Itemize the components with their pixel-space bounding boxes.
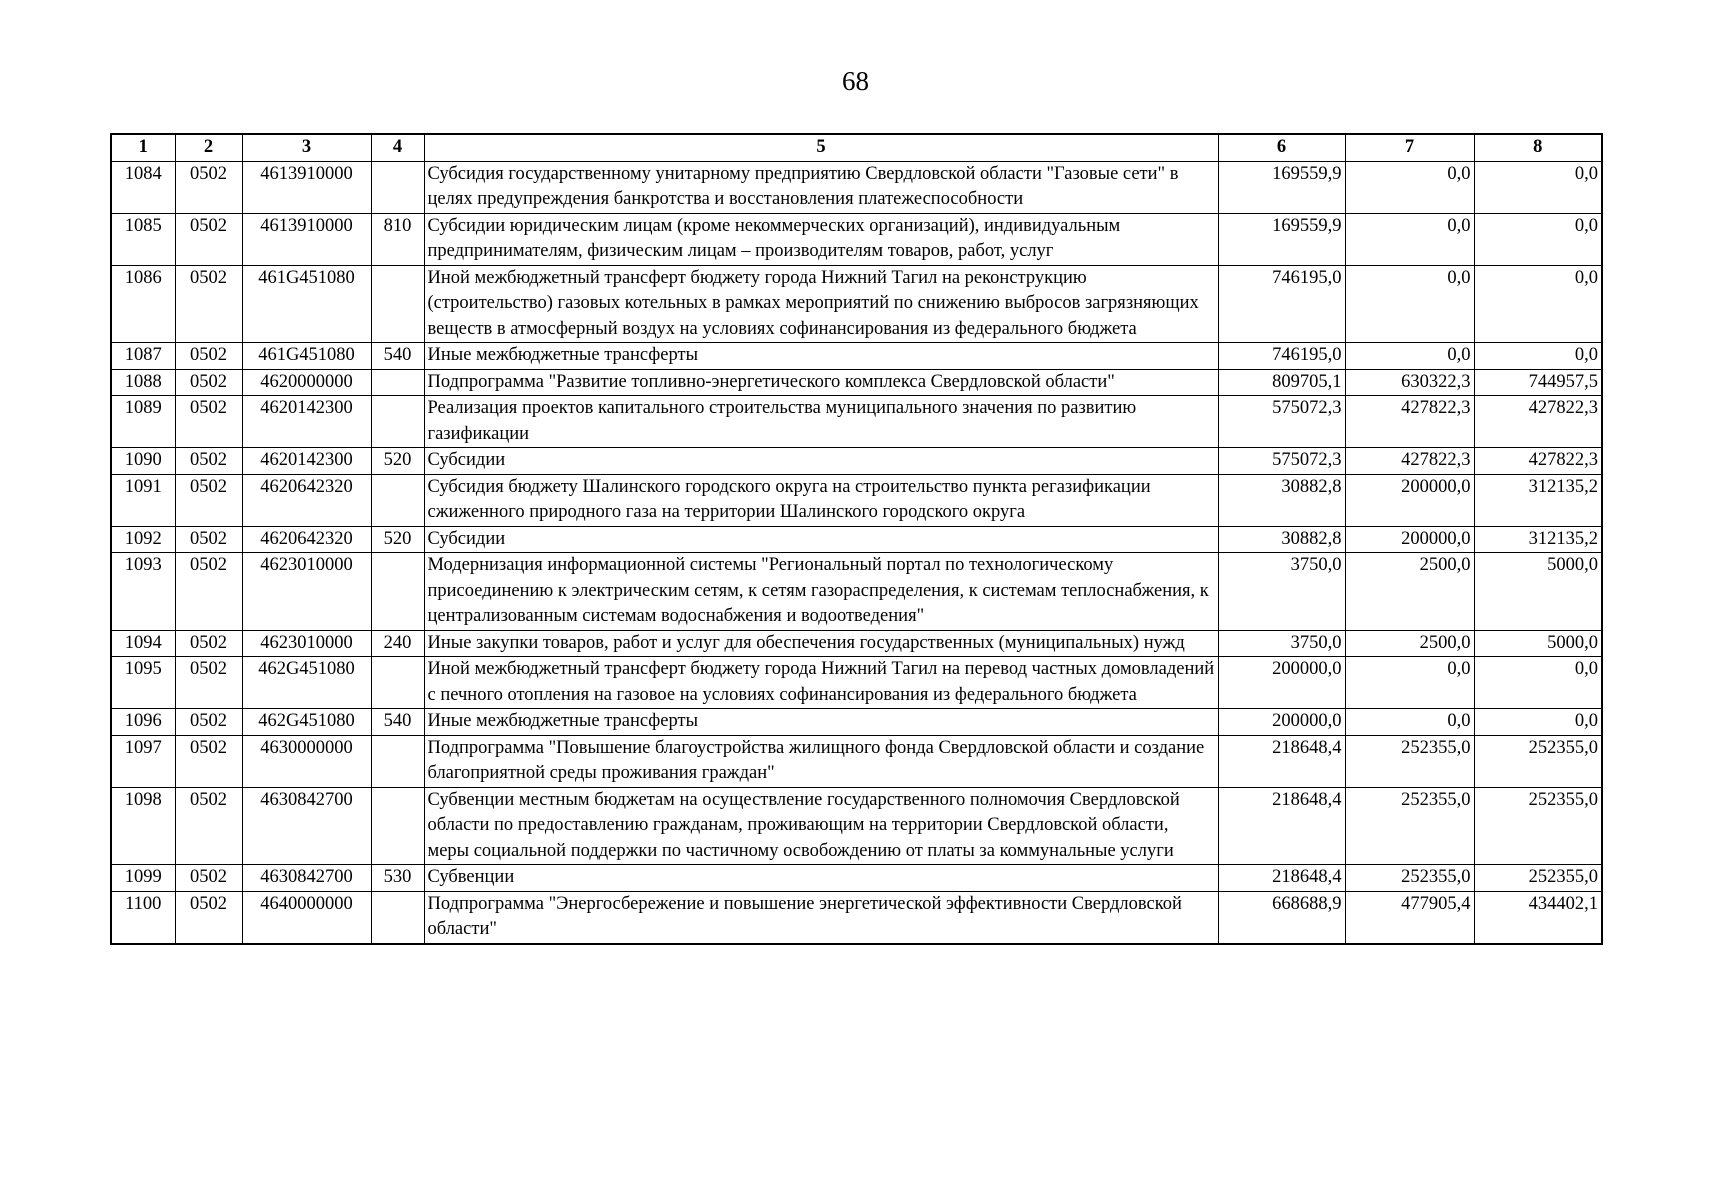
table-row (111, 865, 1602, 892)
table-row (111, 553, 1602, 631)
amount-year2-cell: 630322,3 (1345, 369, 1474, 396)
expense-kind-cell: 520 (371, 526, 424, 553)
row-number-cell: 1096 (111, 709, 175, 736)
table-header (111, 134, 1602, 161)
target-code-cell: 4630000000 (242, 735, 371, 787)
expense-kind-cell (371, 787, 424, 865)
amount-year3-cell: 0,0 (1474, 343, 1602, 370)
section-code-cell: 0502 (175, 891, 242, 944)
header-cell: 8 (1474, 134, 1602, 161)
amount-year3-cell: 0,0 (1474, 161, 1602, 213)
amount-year1-cell: 746195,0 (1218, 265, 1345, 343)
amount-year3-cell: 252355,0 (1474, 865, 1602, 892)
expense-kind-cell (371, 369, 424, 396)
table-row (111, 891, 1602, 944)
row-number-cell: 1092 (111, 526, 175, 553)
section-code-cell: 0502 (175, 265, 242, 343)
expense-kind-cell: 240 (371, 630, 424, 657)
section-code-cell: 0502 (175, 865, 242, 892)
target-code-cell: 4620642320 (242, 474, 371, 526)
row-number-cell: 1090 (111, 448, 175, 475)
expense-kind-cell (371, 396, 424, 448)
amount-year3-cell: 434402,1 (1474, 891, 1602, 944)
row-number-cell: 1091 (111, 474, 175, 526)
amount-year3-cell: 744957,5 (1474, 369, 1602, 396)
row-number-cell: 1089 (111, 396, 175, 448)
amount-year3-cell: 312135,2 (1474, 474, 1602, 526)
table-row (111, 526, 1602, 553)
amount-year3-cell: 252355,0 (1474, 787, 1602, 865)
table-row (111, 657, 1602, 709)
table-row (111, 161, 1602, 213)
section-code-cell: 0502 (175, 448, 242, 475)
item-name-cell: Реализация проектов капитального строительства муниципального значения по развитию газификации (424, 396, 1218, 448)
section-code-cell: 0502 (175, 709, 242, 736)
item-name-cell: Субвенции (424, 865, 1218, 892)
amount-year3-cell: 252355,0 (1474, 735, 1602, 787)
header-cell: 5 (424, 134, 1218, 161)
row-number-cell: 1084 (111, 161, 175, 213)
target-code-cell: 4620142300 (242, 448, 371, 475)
row-number-cell: 1099 (111, 865, 175, 892)
amount-year1-cell: 169559,9 (1218, 213, 1345, 265)
amount-year3-cell: 5000,0 (1474, 553, 1602, 631)
item-name-cell: Субсидии (424, 448, 1218, 475)
page-number: 68 (842, 66, 869, 96)
row-number-cell: 1095 (111, 657, 175, 709)
section-code-cell: 0502 (175, 735, 242, 787)
expense-kind-cell (371, 265, 424, 343)
target-code-cell: 462G451080 (242, 709, 371, 736)
amount-year1-cell: 3750,0 (1218, 553, 1345, 631)
item-name-cell: Субвенции местным бюджетам на осуществление государственного полномочия Свердловской области по предоставлению гражданам, проживающим на территории Свердловской области, меры социальной поддержки по частичному освобождению от платы за коммунальные услуги (424, 787, 1218, 865)
section-code-cell: 0502 (175, 787, 242, 865)
amount-year2-cell: 0,0 (1345, 709, 1474, 736)
item-name-cell: Модернизация информационной системы "Региональный портал по технологическому присоединению к электрическим сетям, к сетям газораспределения, к системам теплоснабжения, к централизованным системам водоснабжения и водоотведения" (424, 553, 1218, 631)
section-code-cell: 0502 (175, 657, 242, 709)
section-code-cell: 0502 (175, 630, 242, 657)
amount-year2-cell: 0,0 (1345, 213, 1474, 265)
header-cell: 6 (1218, 134, 1345, 161)
header-cell: 2 (175, 134, 242, 161)
expense-kind-cell (371, 474, 424, 526)
amount-year1-cell: 746195,0 (1218, 343, 1345, 370)
item-name-cell: Субсидии юридическим лицам (кроме некоммерческих организаций), индивидуальным предпринимателям, физическим лицам – производителям товаров, работ, услуг (424, 213, 1218, 265)
table-row (111, 343, 1602, 370)
section-code-cell: 0502 (175, 396, 242, 448)
section-code-cell: 0502 (175, 526, 242, 553)
row-number-cell: 1094 (111, 630, 175, 657)
amount-year3-cell: 5000,0 (1474, 630, 1602, 657)
expense-kind-cell: 530 (371, 865, 424, 892)
table-row (111, 213, 1602, 265)
item-name-cell: Иной межбюджетный трансферт бюджету города Нижний Тагил на перевод частных домовладений с печного отопления на газовое на условиях софинансирования из федерального бюджета (424, 657, 1218, 709)
section-code-cell: 0502 (175, 161, 242, 213)
amount-year2-cell: 252355,0 (1345, 865, 1474, 892)
target-code-cell: 4620000000 (242, 369, 371, 396)
item-name-cell: Субсидии (424, 526, 1218, 553)
section-code-cell: 0502 (175, 474, 242, 526)
header-cell: 4 (371, 134, 424, 161)
amount-year1-cell: 809705,1 (1218, 369, 1345, 396)
amount-year3-cell: 0,0 (1474, 213, 1602, 265)
amount-year2-cell: 0,0 (1345, 161, 1474, 213)
expense-kind-cell (371, 657, 424, 709)
table-row (111, 709, 1602, 736)
target-code-cell: 4620142300 (242, 396, 371, 448)
item-name-cell: Субсидия государственному унитарному предприятию Свердловской области "Газовые сети" в целях предупреждения банкротства и восстановления платежеспособности (424, 161, 1218, 213)
amount-year3-cell: 312135,2 (1474, 526, 1602, 553)
item-name-cell: Иные закупки товаров, работ и услуг для обеспечения государственных (муниципальных) нужд (424, 630, 1218, 657)
item-name-cell: Субсидия бюджету Шалинского городского округа на строительство пункта регазификации сжиженного природного газа на территории Шалинского городского округа (424, 474, 1218, 526)
table-row (111, 448, 1602, 475)
amount-year2-cell: 427822,3 (1345, 448, 1474, 475)
amount-year2-cell: 0,0 (1345, 265, 1474, 343)
item-name-cell: Иной межбюджетный трансферт бюджету города Нижний Тагил на реконструкцию (строительство) газовых котельных в рамках мероприятий по снижению выбросов загрязняющих веществ в атмосферный воздух на условиях софинансирования из федерального бюджета (424, 265, 1218, 343)
amount-year3-cell: 0,0 (1474, 265, 1602, 343)
expense-kind-cell (371, 891, 424, 944)
table-body (111, 161, 1602, 944)
target-code-cell: 462G451080 (242, 657, 371, 709)
item-name-cell: Иные межбюджетные трансферты (424, 709, 1218, 736)
row-number-cell: 1098 (111, 787, 175, 865)
row-number-cell: 1087 (111, 343, 175, 370)
target-code-cell: 4623010000 (242, 553, 371, 631)
amount-year1-cell: 575072,3 (1218, 448, 1345, 475)
row-number-cell: 1100 (111, 891, 175, 944)
header-cell: 1 (111, 134, 175, 161)
expense-kind-cell (371, 735, 424, 787)
target-code-cell: 4630842700 (242, 865, 371, 892)
row-number-cell: 1085 (111, 213, 175, 265)
table-row (111, 369, 1602, 396)
expense-kind-cell: 540 (371, 709, 424, 736)
amount-year2-cell: 427822,3 (1345, 396, 1474, 448)
header-cell: 3 (242, 134, 371, 161)
row-number-cell: 1088 (111, 369, 175, 396)
amount-year3-cell: 427822,3 (1474, 396, 1602, 448)
row-number-cell: 1097 (111, 735, 175, 787)
amount-year1-cell: 200000,0 (1218, 709, 1345, 736)
amount-year3-cell: 0,0 (1474, 709, 1602, 736)
target-code-cell: 4630842700 (242, 787, 371, 865)
amount-year1-cell: 30882,8 (1218, 474, 1345, 526)
amount-year1-cell: 218648,4 (1218, 787, 1345, 865)
target-code-cell: 4620642320 (242, 526, 371, 553)
target-code-cell: 461G451080 (242, 265, 371, 343)
expense-kind-cell (371, 553, 424, 631)
section-code-cell: 0502 (175, 553, 242, 631)
section-code-cell: 0502 (175, 343, 242, 370)
amount-year2-cell: 0,0 (1345, 657, 1474, 709)
target-code-cell: 461G451080 (242, 343, 371, 370)
target-code-cell: 4613910000 (242, 213, 371, 265)
amount-year1-cell: 169559,9 (1218, 161, 1345, 213)
target-code-cell: 4640000000 (242, 891, 371, 944)
item-name-cell: Подпрограмма "Энергосбережение и повышение энергетической эффективности Свердловской области" (424, 891, 1218, 944)
item-name-cell: Подпрограмма "Повышение благоустройства жилищного фонда Свердловской области и создание благоприятной среды проживания граждан" (424, 735, 1218, 787)
amount-year2-cell: 2500,0 (1345, 630, 1474, 657)
table-row (111, 787, 1602, 865)
target-code-cell: 4613910000 (242, 161, 371, 213)
amount-year2-cell: 252355,0 (1345, 735, 1474, 787)
header-cell: 7 (1345, 134, 1474, 161)
expense-kind-cell (371, 161, 424, 213)
amount-year1-cell: 218648,4 (1218, 735, 1345, 787)
amount-year2-cell: 200000,0 (1345, 474, 1474, 526)
header-row (111, 134, 1602, 161)
amount-year3-cell: 427822,3 (1474, 448, 1602, 475)
target-code-cell: 4623010000 (242, 630, 371, 657)
budget-table (110, 133, 1603, 945)
amount-year2-cell: 2500,0 (1345, 553, 1474, 631)
table-row (111, 265, 1602, 343)
item-name-cell: Иные межбюджетные трансферты (424, 343, 1218, 370)
row-number-cell: 1093 (111, 553, 175, 631)
amount-year2-cell: 252355,0 (1345, 787, 1474, 865)
table-row (111, 630, 1602, 657)
amount-year1-cell: 200000,0 (1218, 657, 1345, 709)
table-row (111, 474, 1602, 526)
amount-year2-cell: 0,0 (1345, 343, 1474, 370)
amount-year2-cell: 200000,0 (1345, 526, 1474, 553)
amount-year1-cell: 3750,0 (1218, 630, 1345, 657)
expense-kind-cell: 810 (371, 213, 424, 265)
table-row (111, 735, 1602, 787)
section-code-cell: 0502 (175, 369, 242, 396)
amount-year2-cell: 477905,4 (1345, 891, 1474, 944)
item-name-cell: Подпрограмма "Развитие топливно-энергетического комплекса Свердловской области" (424, 369, 1218, 396)
expense-kind-cell: 540 (371, 343, 424, 370)
table-row (111, 396, 1602, 448)
row-number-cell: 1086 (111, 265, 175, 343)
amount-year1-cell: 30882,8 (1218, 526, 1345, 553)
amount-year1-cell: 668688,9 (1218, 891, 1345, 944)
amount-year1-cell: 218648,4 (1218, 865, 1345, 892)
expense-kind-cell: 520 (371, 448, 424, 475)
section-code-cell: 0502 (175, 213, 242, 265)
amount-year3-cell: 0,0 (1474, 657, 1602, 709)
amount-year1-cell: 575072,3 (1218, 396, 1345, 448)
